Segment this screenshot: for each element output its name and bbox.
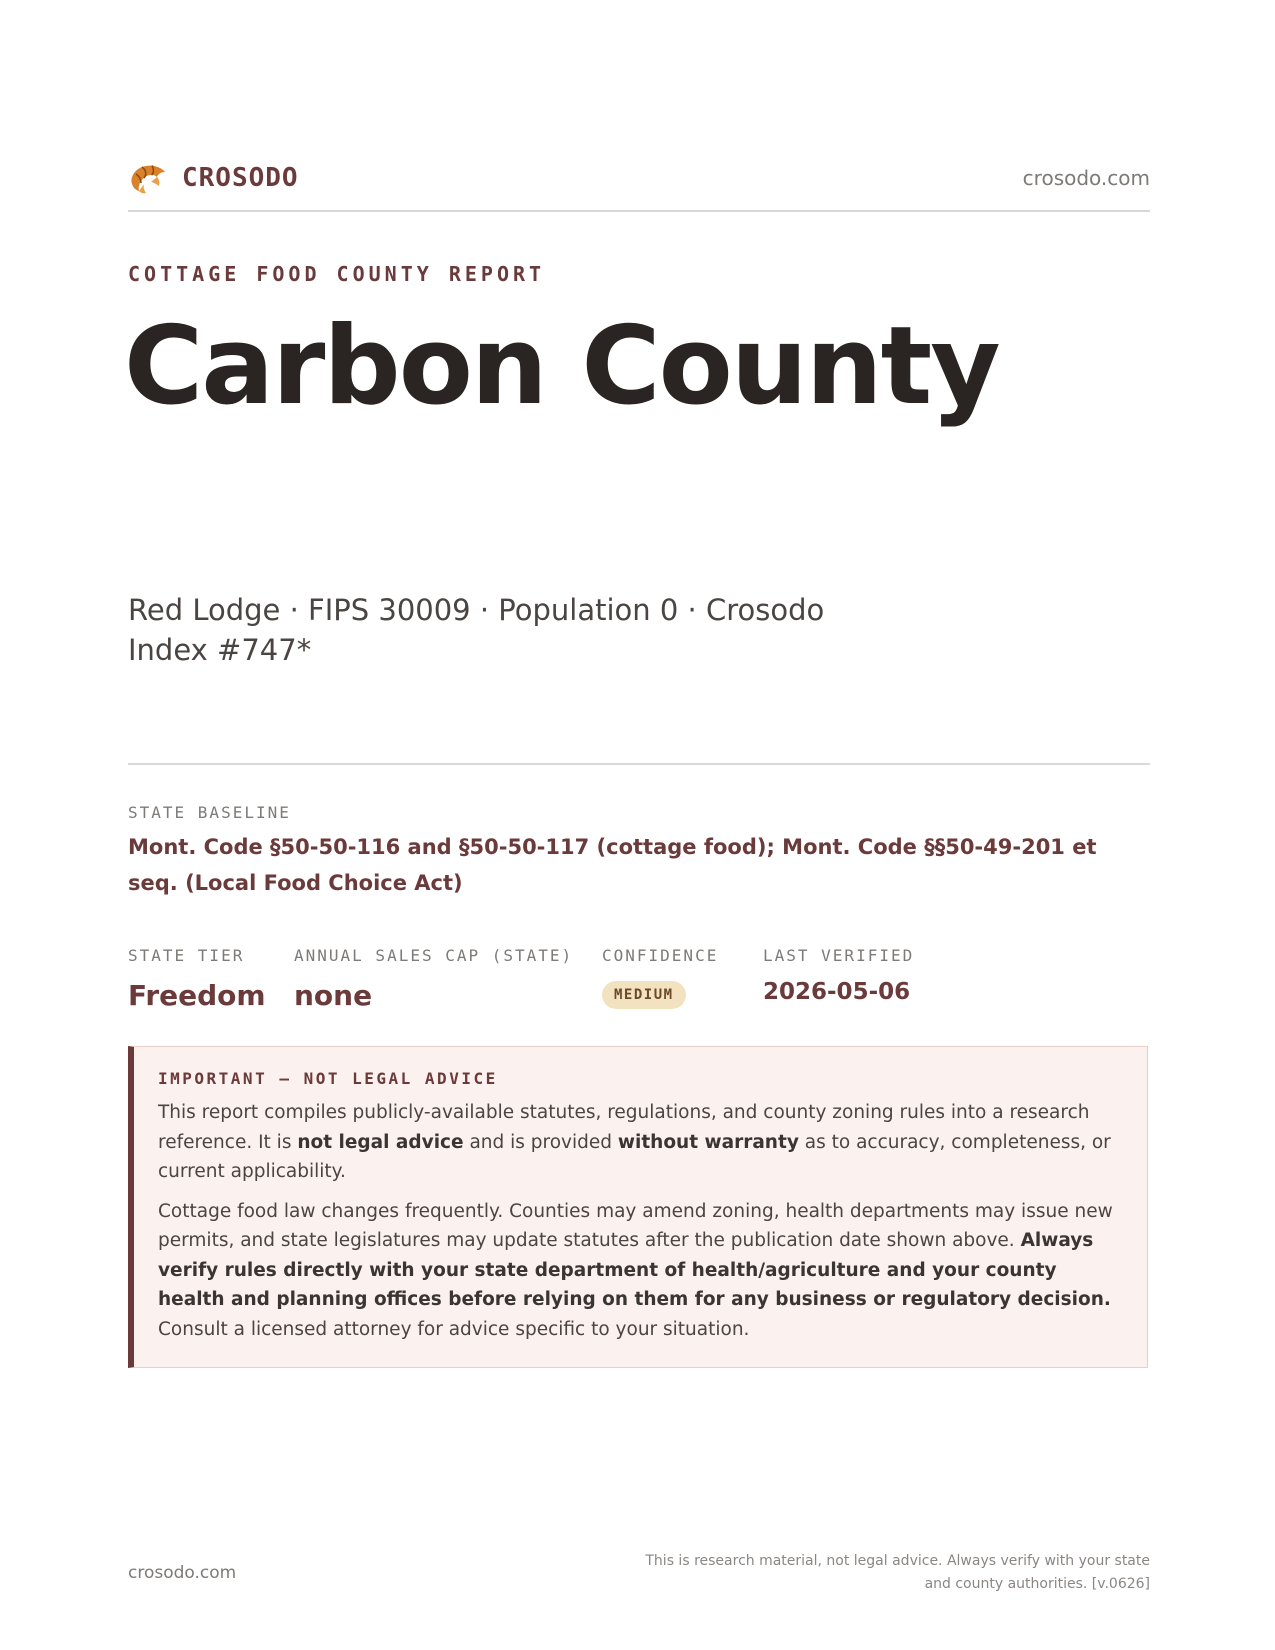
stat-last-verified	[763, 946, 914, 1005]
stat-label: ANNUAL SALES CAP (STATE)	[294, 946, 574, 965]
stat-value: Freedom	[128, 979, 266, 1012]
baseline-label: STATE BASELINE	[128, 803, 291, 822]
brand[interactable]	[128, 160, 299, 196]
footer-site-url[interactable]: crosodo.com	[128, 1563, 237, 1583]
report-eyebrow: COTTAGE FOOD COUNTY REPORT	[128, 262, 546, 286]
stat-state-tier	[128, 946, 266, 1012]
baseline-value: Mont. Code §50-50-116 and §50-50-117 (cottage food); Mont. Code §§50-49-201 et seq. (Local Food Choice Act)	[128, 835, 1097, 895]
county-subtitle: Red Lodge · FIPS 30009 · Population 0 · Crosodo Index #747*	[128, 593, 825, 667]
footer-disclaimer: This is research material, not legal advice. Always verify with your state and county authorities. [v.0626]	[645, 1553, 1150, 1592]
croissant-icon	[128, 160, 168, 196]
stat-label: CONFIDENCE	[602, 946, 719, 965]
notice-title: IMPORTANT — NOT LEGAL ADVICE	[158, 1069, 498, 1088]
report-page	[124, 0, 1150, 1650]
stat-label: STATE TIER	[128, 946, 245, 965]
notice-paragraph: This report compiles publicly-available statutes, regulations, and county zoning rules into a research reference. It is not legal advice and is provided without warranty as to accuracy, completeness, or current applicability.	[158, 1102, 1111, 1182]
site-url-link[interactable]: crosodo.com	[1022, 166, 1150, 190]
page-title: Carbon County	[124, 304, 999, 429]
stat-sales-cap	[294, 946, 573, 1012]
confidence-badge: MEDIUM	[602, 981, 686, 1009]
stat-value: none	[294, 979, 373, 1012]
brand-name: CROSODO	[182, 163, 299, 193]
page-header	[128, 158, 1150, 212]
section-divider	[128, 763, 1150, 765]
stat-label: LAST VERIFIED	[763, 946, 915, 965]
stat-confidence	[602, 946, 718, 1009]
notice-paragraph: Cottage food law changes frequently. Counties may amend zoning, health departments may issue new permits, and state legislatures may update statutes after the publication date shown above. Always verify rules directly with your state department of health/agriculture and your county health and planning offices before relying on them for any business or regulatory decision. Consult a licensed attorney for advice specific to your situation.	[158, 1200, 1113, 1340]
stat-value: 2026-05-06	[763, 979, 911, 1005]
legal-notice	[128, 1046, 1148, 1368]
